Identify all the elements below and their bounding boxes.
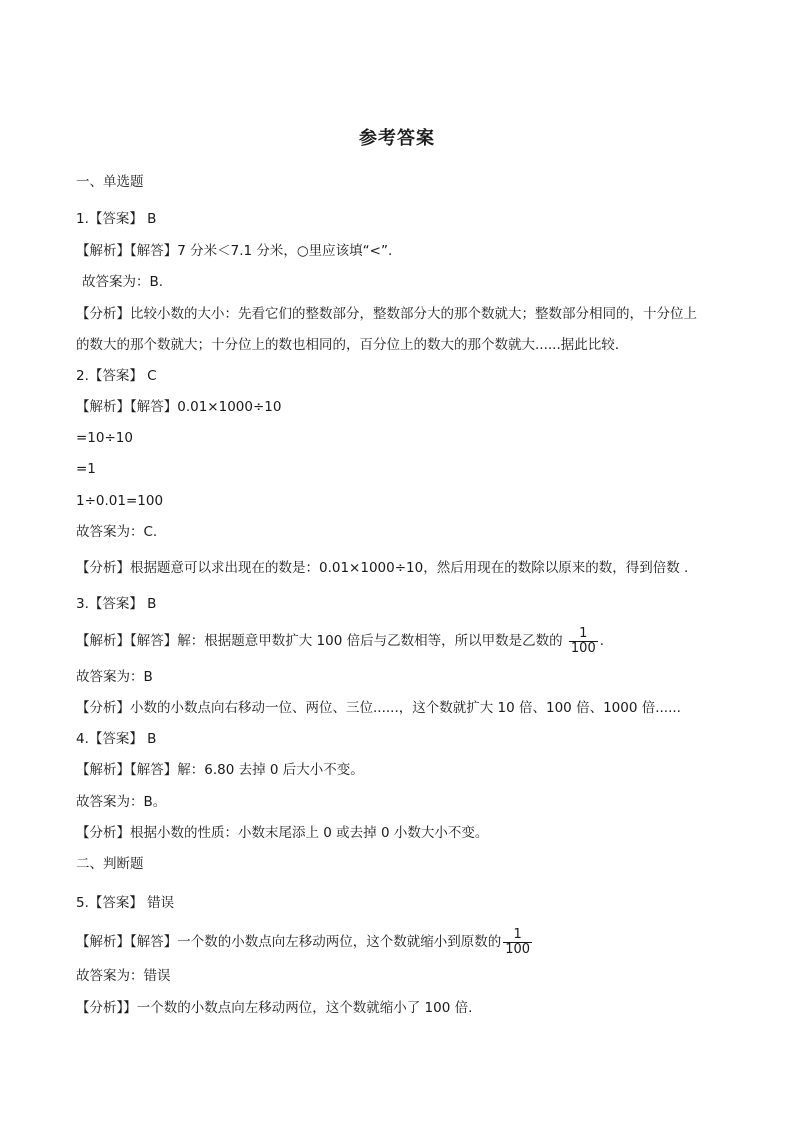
q3-analysis: 【解析】【解答】解：根据题意甲数扩大 100 倍后与乙数相等，所以甲数是乙数的	[76, 633, 563, 649]
q4-analysis: 【解析】【解答】解：6.80 去掉 0 后大小不变。	[76, 762, 364, 778]
q2-answer: 2.【答案】 C	[76, 368, 157, 384]
q3-conclusion: 故答案为：B	[76, 669, 153, 685]
q3-note: 【分析】小数的小数点向右移动一位、两位、三位......，这个数就扩大 10 倍、100 倍、1000 倍......	[76, 700, 681, 716]
q5-analysis: 【解析】【解答】一个数的小数点向左移动两位，这个数就缩小到原数的	[76, 934, 502, 950]
fraction-denominator: 100	[505, 941, 531, 957]
fraction-one-hundredth	[569, 627, 598, 656]
q2-conclusion: 故答案为：C.	[76, 524, 158, 540]
q4-answer: 4.【答案】 B	[76, 731, 157, 747]
q2-step2: =1	[76, 461, 96, 477]
q5-conclusion: 故答案为：错误	[76, 968, 171, 984]
page-title: 参考答案	[359, 128, 435, 149]
fraction-numerator: 1	[579, 625, 588, 641]
q3-analysis-row	[76, 624, 604, 658]
q1-note-line2: 的数大的那个数就大；十分位上的数也相同的，百分位上的数大的那个数就大......据此比较.	[76, 337, 620, 353]
q1-answer: 1.【答案】 B	[76, 211, 157, 227]
section-heading-true-false: 二、判断题	[76, 856, 144, 872]
q4-conclusion: 故答案为：B。	[76, 794, 167, 810]
q4-note: 【分析】根据小数的性质：小数末尾添上 0 或去掉 0 小数大小不变。	[76, 825, 489, 841]
q5-note: 【分析】】一个数的小数点向左移动两位，这个数就缩小了 100 倍.	[76, 1000, 473, 1016]
q3-answer: 3.【答案】 B	[76, 596, 157, 612]
fraction-numerator: 1	[513, 926, 522, 942]
q1-note-line1: 【分析】比较小数的大小：先看它们的整数部分，整数部分大的那个数就大；整数部分相同的，十分位上	[76, 306, 697, 322]
q2-analysis: 【解析】【解答】0.01×1000÷10	[76, 399, 282, 415]
q1-conclusion: 故答案为：B.	[82, 274, 164, 290]
q3-analysis-end: .	[599, 633, 605, 649]
q5-analysis-row	[76, 925, 534, 959]
q1-analysis: 【解析】【解答】7 分米＜7.1 分米，○里应该填“<”.	[76, 243, 393, 259]
q2-step3: 1÷0.01=100	[76, 493, 164, 509]
q2-note: 【分析】根据题意可以求出现在的数是：0.01×1000÷10，然后用现在的数除以原来的数，得到倍数 .	[76, 560, 689, 576]
section-heading-single-choice: 一、单选题	[76, 174, 144, 190]
fraction-denominator: 100	[570, 640, 596, 656]
q5-answer: 5.【答案】 错误	[76, 895, 175, 911]
fraction-one-hundredth	[503, 928, 532, 957]
q2-step1: =10÷10	[76, 430, 133, 446]
